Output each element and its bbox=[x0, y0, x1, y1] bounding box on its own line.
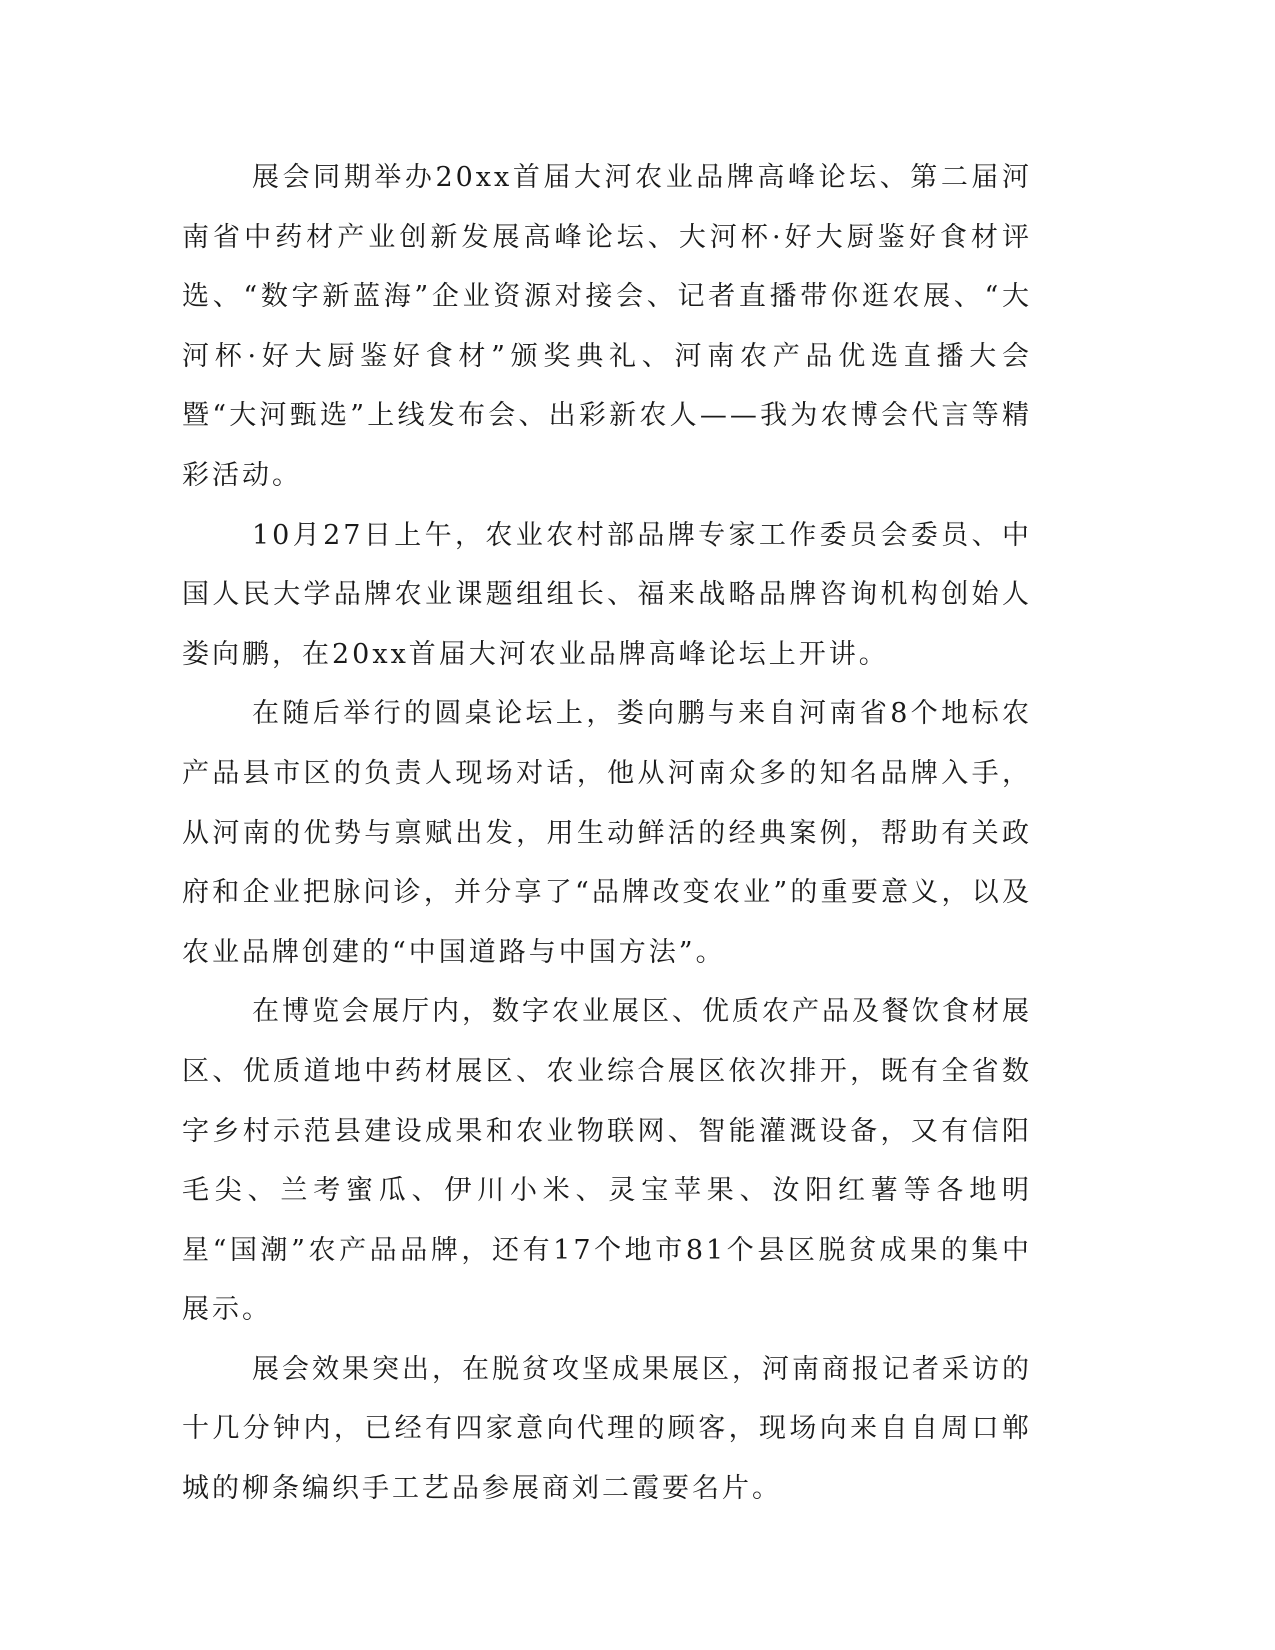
document-body bbox=[182, 148, 1032, 1519]
paragraph-keynote: 10月27日上午，农业农村部品牌专家工作委员会委员、中国人民大学品牌农业课题组组长、福来战略品牌咨询机构创始人娄向鹏，在20xx首届大河农业品牌高峰论坛上开讲。 bbox=[182, 519, 1032, 670]
paragraph-roundtable: 在随后举行的圆桌论坛上，娄向鹏与来自河南省8个地标农产品县市区的负责人现场对话，他从河南众多的知名品牌入手，从河南的优势与禀赋出发，用生动鲜活的经典案例，帮助有关政府和企业把脉问诊，并分享了“品牌改变农业”的重要意义，以及农业品牌创建的“中国道路与中国方法”。 bbox=[182, 698, 1032, 968]
paragraph-exhibition-results: 展会效果突出，在脱贫攻坚成果展区，河南商报记者采访的十几分钟内，已经有四家意向代理的顾客，现场向来自自周口郸城的柳条编织手工艺品参展商刘二霞要名片。 bbox=[182, 1353, 1032, 1505]
paragraph-forums: 展会同期举办20xx首届大河农业品牌高峰论坛、第二届河南省中药材产业创新发展高峰论坛、大河杯·好大厨鉴好食材评选、“数字新蓝海”企业资源对接会、记者直播带你逛农展、“大河杯·好大厨鉴好食材”颁奖典礼、河南农产品优选直播大会暨“大河甄选”上线发布会、出彩新农人——我为农博会代言等精彩活动。 bbox=[182, 162, 1032, 491]
paragraph-exhibition-hall: 在博览会展厅内，数字农业展区、优质农产品及餐饮食材展区、优质道地中药材展区、农业综合展区依次排开，既有全省数字乡村示范县建设成果和农业物联网、智能灌溉设备，又有信阳毛尖、兰考蜜瓜、伊川小米、灵宝苹果、汝阳红薯等各地明星“国潮”农产品品牌，还有17个地市81个县区脱贫成果的集中展示。 bbox=[182, 996, 1032, 1326]
